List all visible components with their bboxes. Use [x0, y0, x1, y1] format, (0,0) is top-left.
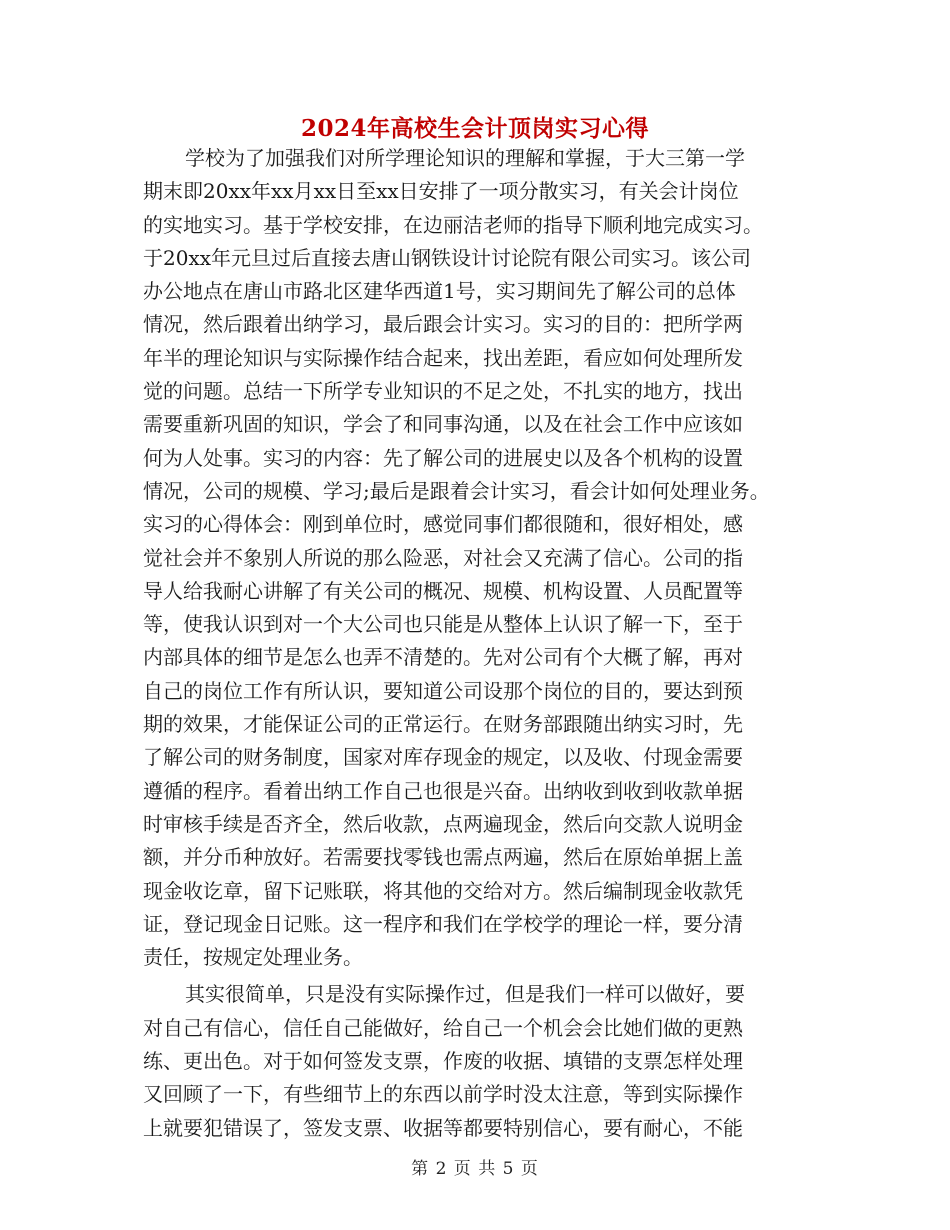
paragraph-line: 遵循的程序。看着出纳工作自己也很是兴奋。出纳收到收到收款单据: [143, 778, 743, 803]
paragraph-line: 实习的心得体会：刚到单位时，感觉同事们都很随和，很好相处，感: [143, 512, 743, 537]
paragraph-line: 上就要犯错误了，签发支票、收据等都要特别信心，要有耐心，不能: [143, 1115, 743, 1140]
paragraph-line: 觉社会并不象别人所说的那么险恶，对社会又充满了信心。公司的指: [143, 545, 743, 570]
paragraph-line: 练、更出色。对于如何签发支票，作废的收据、填错的支票怎样处理: [143, 1049, 743, 1074]
paragraph-line: 了解公司的财务制度，国家对库存现金的规定，以及收、付现金需要: [143, 745, 743, 770]
paragraph-line: 期末即20xx年xx月xx日至xx日安排了一项分散实习，有关会计岗位: [143, 179, 739, 204]
paragraph-line: 情况，然后跟着出纳学习，最后跟会计实习。实习的目的：把所学两: [143, 312, 743, 337]
paragraph-line: 其实很简单，只是没有实际操作过，但是我们一样可以做好，要: [185, 982, 745, 1007]
paragraph-line: 觉的问题。总结一下所学专业知识的不足之处，不扎实的地方，找出: [143, 379, 743, 404]
paragraph-line: 学校为了加强我们对所学理论知识的理解和掌握，于大三第一学: [185, 146, 745, 170]
paragraph-line: 时审核手续是否齐全，然后收款，点两遍现金，然后向交款人说明金: [143, 811, 743, 836]
paragraph-line: 自己的岗位工作有所认识，要知道公司设那个岗位的目的，要达到预: [143, 678, 743, 703]
paragraph-line: 等，使我认识到对一个大公司也只能是从整体上认识了解一下，至于: [143, 612, 743, 637]
document-title: 2024年高校生会计顶岗实习心得: [300, 115, 649, 142]
paragraph-line: 对自己有信心，信任自己能做好，给自己一个机会会比她们做的更熟: [143, 1015, 743, 1040]
paragraph-line: 办公地点在唐山市路北区建华西道1号，实习期间先了解公司的总体: [143, 279, 736, 304]
paragraph-line: 额，并分币种放好。若需要找零钱也需点两遍，然后在原始单据上盖: [143, 845, 743, 870]
paragraph-line: 责任，按规定处理业务。: [143, 945, 363, 970]
paragraph-line: 于20xx年元旦过后直接去唐山钢铁设计讨论院有限公司实习。该公司: [143, 245, 752, 270]
paragraph-1: [143, 142, 818, 974]
paragraph-line: 何为人处事。实习的内容：先了解公司的进展史以及各个机构的设置: [143, 445, 743, 470]
document-body: [143, 142, 818, 1145]
paragraph-line: 现金收讫章，留下记账联，将其他的交给对方。然后编制现金收款凭: [143, 878, 743, 903]
paragraph-line: 证，登记现金日记账。这一程序和我们在学校学的理论一样，要分清: [143, 911, 743, 936]
page-footer: 第 2 页 共 5 页: [411, 1159, 539, 1179]
paragraph-line: 需要重新巩固的知识，学会了和同事沟通，以及在社会工作中应该如: [143, 412, 743, 437]
paragraph-line: 导人给我耐心讲解了有关公司的概况、规模、机构设置、人员配置等: [143, 578, 743, 603]
paragraph-2: [143, 978, 818, 1144]
paragraph-line: 情况，公司的规模、学习;最后是跟着会计实习，看会计如何处理业务。: [143, 478, 770, 503]
paragraph-line: 内部具体的细节是怎么也弄不清楚的。先对公司有个大概了解，再对: [143, 645, 743, 670]
paragraph-line: 期的效果，才能保证公司的正常运行。在财务部跟随出纳实习时，先: [143, 712, 743, 737]
paragraph-line: 又回顾了一下，有些细节上的东西以前学时没太注意，等到实际操作: [143, 1082, 743, 1107]
paragraph-line: 年半的理论知识与实际操作结合起来，找出差距，看应如何处理所发: [143, 345, 743, 370]
paragraph-line: 的实地实习。基于学校安排，在边丽洁老师的指导下顺利地完成实习。: [143, 212, 763, 237]
